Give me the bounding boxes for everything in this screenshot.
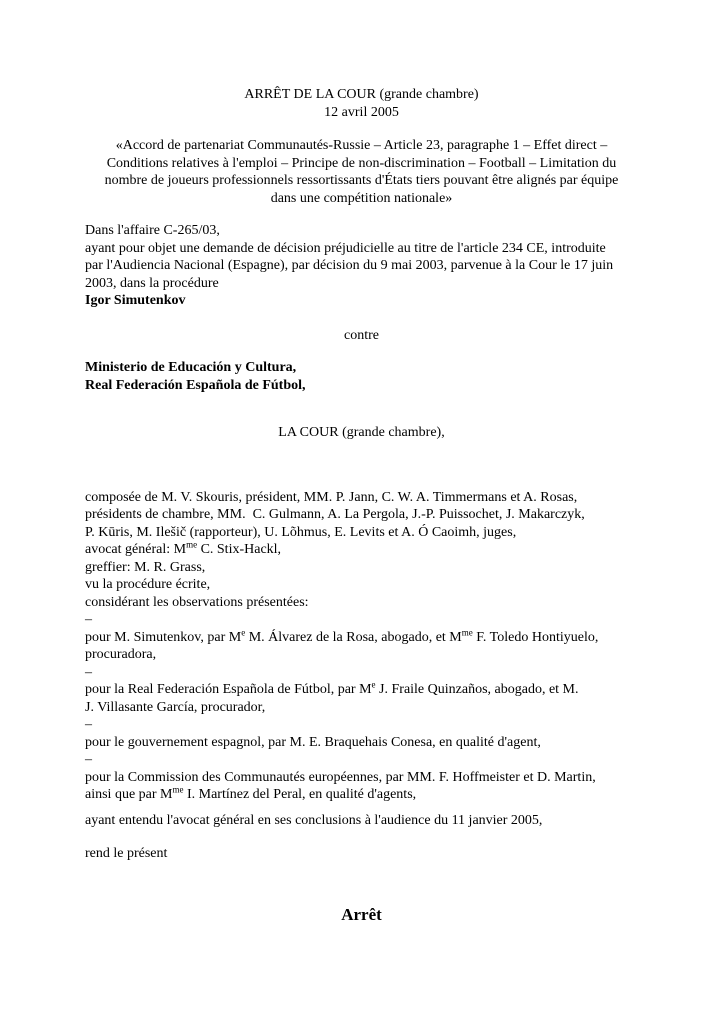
- observation-text: pour le gouvernement espagnol, par M. E. Braquehais Conesa, en qualité d'agent,: [85, 734, 541, 750]
- observation-marker: –: [85, 752, 92, 767]
- document-date: 12 avril 2005: [324, 104, 399, 120]
- versus-label-line: contre: [344, 327, 379, 343]
- observation-item: [85, 611, 638, 664]
- defendants-names: Ministerio de Educación y Cultura, Real Federación Española de Fútbol,: [85, 360, 306, 393]
- versus-label: [85, 327, 638, 345]
- hearing-statement-line: ayant entendu l'avocat général en ses conclusions à l'audience du 11 janvier 2005,: [85, 812, 543, 828]
- observation-text: pour M. Simutenkov, par Me M. Álvarez de la Rosa, abogado, et $M^{me}$ F. Toledo Hontiyuelo, procuradora,: [85, 626, 599, 662]
- observation-item: [85, 664, 638, 717]
- document-title: ARRÊT DE LA COUR (grande chambre): [244, 87, 479, 102]
- applicant-name-line: Igor Simutenkov: [85, 293, 186, 308]
- applicant-name: [85, 292, 638, 310]
- judgment-heading: [85, 905, 638, 925]
- court-formation-line: LA COUR (grande chambre),: [278, 425, 445, 440]
- judgment-heading-line: Arrêt: [341, 904, 382, 924]
- renders-statement-line: rend le présent: [85, 846, 168, 861]
- observation-marker: –: [85, 612, 92, 627]
- observation-item: [85, 751, 638, 804]
- observation-item: [85, 716, 638, 751]
- document-header: [85, 86, 638, 121]
- observation-text: pour la Real Federación Española de Fútbol, par Me J. Fraile Quinzaños, abogado, et M. J. Villasante García, procurador,: [85, 679, 579, 715]
- renders-statement: [85, 845, 638, 863]
- court-composition: composée de M. V. Skouris, président, MM. P. Jann, C. W. A. Timmermans et A. Rosas, présidents de chambre, MM. C. Gulmann, A. La Pergola, J.-P. Puissochet, J. Makarczyk, P. Kūris, M. Ilešič (rapporteur), U. Lõhmus, E. Levits et A. Ó Caoimh, juges, avocat général: $M^{me}$ C. Stix-Hackl, greffier: M. R. Grass, vu la procédure écrite, considérant les observations présentées:: [85, 489, 585, 610]
- hearing-statement: [85, 812, 638, 830]
- case-intro: Dans l'affaire C-265/03, ayant pour objet une demande de décision préjudicielle au titre de l'article 234 CE, introduite par l'Audiencia Nacional (Espagne), par décision du 9 mai 2003, parvenue à la Cour le 17 juin 2003, dans la procédure: [85, 223, 614, 291]
- observation-marker: –: [85, 717, 92, 732]
- observation-marker: –: [85, 664, 92, 680]
- keywords-block: «Accord de partenariat Communautés-Russie – Article 23, paragraphe 1 – Effet direct – Conditions relatives à l'emploi – Principe de non-discrimination – Football – Limitation du nombre de joueurs professionnels ressortissants d'États tiers pouvant être alignés par équipe dans une compétition nationale»: [104, 138, 619, 206]
- observations-list: [85, 611, 638, 804]
- court-formation: [85, 424, 638, 442]
- observation-text: pour la Commission des Communautés européennes, par MM. F. Hoffmeister et D. Martin, ainsi que par $M^{me}$ I. Martínez del Peral, en qualité d'agents,: [85, 769, 596, 802]
